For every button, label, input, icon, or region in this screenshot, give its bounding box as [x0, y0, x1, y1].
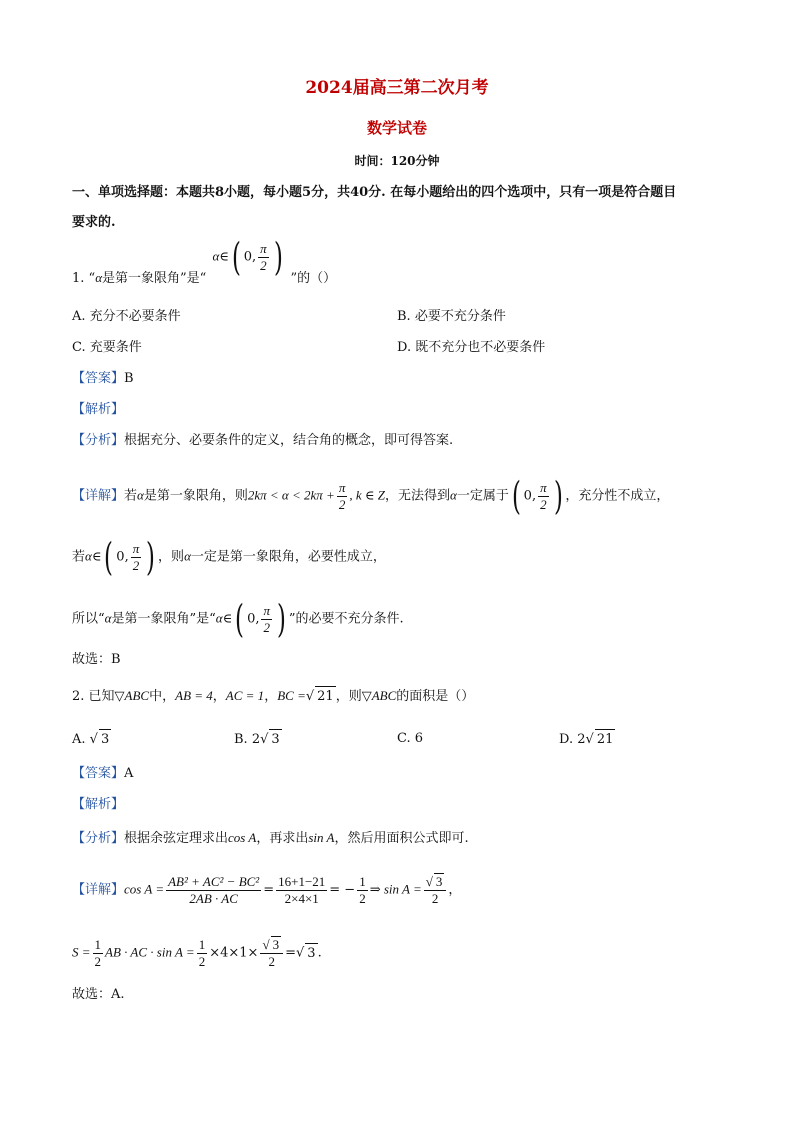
section-heading — [72, 178, 732, 238]
q2-detail-line2: S = $\frac{1}{2}$ AB · AC · sin A = $\frac{1}{2}$ ×4×1× $\frac{√ 3}{2}$ =√ 3 . — [72, 936, 322, 969]
q2-analysis-tag: 【解析】 — [72, 797, 125, 812]
q2-stem: 2. 已知▽ABC中，AB = 4，AC = 1，BC =√ 21 ，则▽ABC的面积是（） — [72, 686, 474, 707]
q1-choice: 故选：B — [72, 652, 121, 667]
q1-analysis-tag: 【解析】 — [72, 402, 125, 417]
q2-answer: 【答案】A — [72, 766, 134, 781]
exam-subtitle: 数学试卷 — [366, 119, 427, 137]
q2-detail-line1: 【详解】cos A = $\frac{\text{AB² + AC² − BC²}}{2AB \cdot AC}$ = $\frac{16+1-21}{2\times 4\times 1}$ = − $\frac{1}{2}$ ⇒ sin A = $\frac{√ 3}{2}$ ， — [72, 873, 462, 906]
q1-option-b: B. 必要不充分条件 — [397, 309, 506, 324]
q1-stem: 1. “α是第一象限角”是“ α∈( 0, $\frac{\pi}{2}$ ) ”的（） — [72, 235, 337, 286]
q1-option-d: D. 既不充分也不必要条件 — [397, 340, 546, 355]
q2-fenxi: 【分析】根据余弦定理求出cos A，再求出sin A，然后用面积公式即可. — [72, 830, 469, 846]
q1-interval: α∈( 0, $\frac{\pi}{2}$ ) — [212, 235, 283, 279]
q1-detail-line1: 【详解】若α是第一象限角，则2kπ < α < 2kπ + $\frac{\pi}{2}$ , k ∈ Z，无法得到α一定属于( 0, $\frac{\pi}{2}$ ) ，充分性不成立， — [72, 474, 670, 518]
q1-answer: 【答案】B — [72, 371, 134, 386]
q2-choice: 故选：A. — [72, 987, 125, 1002]
section-heading-line2: 要求的. — [72, 215, 116, 230]
q1-option-c: C. 充要条件 — [72, 340, 142, 355]
exam-title: 2024届高三第二次月考 — [305, 78, 489, 98]
section-heading-line1: 一、单项选择题：本题共8小题，每小题5分，共40分. 在每小题给出的四个选项中，只有一项是符合题目 — [72, 185, 677, 200]
q2-option-c: C. 6 — [397, 731, 424, 746]
q1-option-a: A. 充分不必要条件 — [72, 309, 181, 324]
q2-option-d: D. 2√ 21 — [559, 729, 615, 750]
q1-detail-line2: 若α∈( 0, $\frac{\pi}{2}$ ) ，则α一定是第一象限角，必要性成立， — [72, 535, 386, 579]
q1-fenxi: 【分析】根据充分、必要条件的定义，结合角的概念，即可得答案. — [72, 433, 454, 448]
exam-time: 时间：120分钟 — [354, 154, 440, 168]
q2-option-a: A. √ 3 — [72, 729, 111, 750]
q2-option-b: B. 2√ 3 — [234, 729, 282, 750]
q1-detail-line3: 所以“α是第一象限角”是“α∈( 0, $\frac{\pi}{2}$ ) ”的必要不充分条件. — [72, 597, 404, 641]
